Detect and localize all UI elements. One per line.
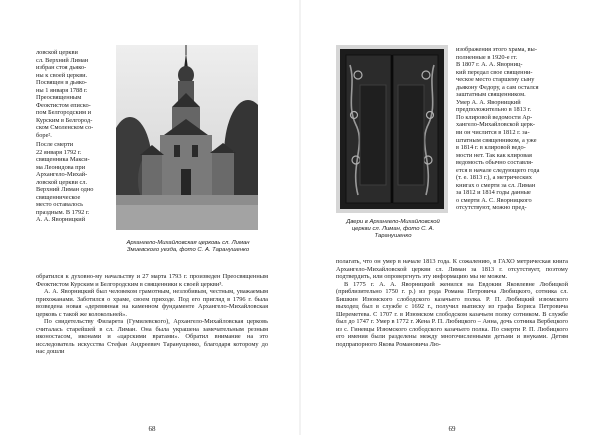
left-col2-line: место оставалось bbox=[36, 201, 84, 209]
left-col2-line: священника Макси- bbox=[36, 156, 90, 164]
right-col-line: ви он числится в 1812 г. за- bbox=[456, 129, 530, 137]
left-column-text bbox=[36, 49, 108, 140]
left-col2-line: 22 января 1792 г. bbox=[36, 148, 82, 156]
right-page-number: 69 bbox=[448, 425, 456, 433]
right-col-line: ведомость обычно составля- bbox=[456, 159, 534, 167]
left-col-line: Курским в Белгород- bbox=[36, 116, 93, 124]
right-col-line: изображения этого храма, вы- bbox=[456, 46, 537, 53]
left-col2-line: Верхний Лиман одно bbox=[36, 186, 94, 194]
right-col-line: В 1807 г. А. А. Яворниц- bbox=[456, 61, 523, 69]
left-col2-line: Архангело-Михай- bbox=[36, 171, 88, 179]
right-col-line: ется в начале следующего года bbox=[456, 166, 540, 174]
left-col2-line: праздным. В 1792 г. bbox=[36, 208, 90, 216]
left-column-text-2 bbox=[36, 141, 108, 224]
right-paragraph-1: полагать, что он умер в начале 1813 года. К сожалению, в ГАХО метрическая книга Архангело-Михайловской церкви сл. Лиман за 1813 г. отсутствует, поэтому подтвердить, или опровергнуть эту информацию мы не можем. bbox=[336, 258, 568, 281]
right-col-line: ческое место старшему сыну bbox=[456, 76, 535, 84]
left-col-line: Преосвященным bbox=[36, 94, 82, 102]
left-col2-line: А. А. Яворницкий bbox=[36, 216, 86, 224]
right-col-line: Умер А. А. Яворницкий bbox=[456, 98, 521, 106]
right-col-line: По клировой ведомости Ар- bbox=[456, 113, 533, 121]
right-page bbox=[300, 0, 600, 435]
left-paragraph-2: А. А. Яворницкий был человеком грамотным, незлобивым, честным, уважаемым прихожанами. Заботился о храме, своем приходе. Под его пригляд в 1796 г. была возведена новая «деревянная на каменном фундаменте Архангело-Михайловская церковь с такой же колокольней». bbox=[36, 288, 268, 318]
left-col2-line: священническое bbox=[36, 193, 81, 201]
right-col-line: дьякону Федору, а сам остался bbox=[456, 83, 539, 91]
left-col-line: пом Белгородским и bbox=[36, 109, 91, 117]
right-col-line: кий передал свое священни- bbox=[456, 68, 533, 76]
left-col2-line: ма Леонидова при bbox=[36, 163, 86, 171]
left-page-number: 68 bbox=[148, 425, 156, 433]
left-col-line: ны к своей церкви. bbox=[36, 71, 88, 79]
right-col-line: предположительно в 1813 г. bbox=[456, 106, 532, 114]
left-paragraph-1: обратился к духовно-му начальству и 27 марта 1793 г. произведен Преосвященным Феоктистом Курским и Белгородским в священники к своей церкви³. bbox=[36, 273, 268, 288]
right-col-line: за 1812 и 1814 годы данные bbox=[456, 189, 531, 197]
doors-photo bbox=[336, 45, 448, 213]
right-col-line: о смерти А. С. Яворницкого bbox=[456, 196, 532, 204]
left-col-line: Посвящен в дьяко- bbox=[36, 79, 87, 87]
left-col-line: ны 1 января 1788 г. bbox=[36, 86, 88, 94]
right-col-line: штатным священником, а уже bbox=[456, 136, 537, 144]
right-col-line: в 1814 г. в клировой ведо- bbox=[456, 144, 526, 152]
left-col-line: сл. Верхний Лиман bbox=[36, 56, 89, 64]
left-body-text bbox=[36, 273, 268, 356]
left-col-line: избран стоя дьяко- bbox=[36, 64, 87, 72]
church-photo bbox=[116, 45, 258, 230]
right-paragraph-2: В 1775 г. А. А. Яворницкий женился на Евдокии Яковлевне Любицкой (приблизительно 1750 г. р.) из рода Романа Петровича Любицкого, сотника сл. Бишкин Изюмского слободского казачьего полка. Р. П. Любицкий изюмского выходец был в службе с 1692 г., получил выписку из графа Бориса Петровича Шереметева. С 1707 г. в Изюмском слободском казачьем полку сотником. В службе был до 1747 г. Умер в 1772 г. Жена Р. П. Любицкого – Анна, дочь сотника Вербецкого из с. Гиневцы Изюмского слободского казачьего полка. По смерти Р. П. Любицкого его имения были разделены между многочисленными детьми и внуками. Детям подпрапорного Якова Романовича Лю- bbox=[336, 280, 568, 349]
right-col-line: (т. е. 1813 г.), а метрических bbox=[456, 174, 532, 182]
left-col-line: боре². bbox=[36, 132, 52, 140]
right-column-text bbox=[456, 46, 566, 212]
right-col-line: книгах о смерти за сл. Лиман bbox=[456, 181, 536, 189]
right-col-line: отсутствуют, можно пред- bbox=[456, 204, 527, 212]
right-col-line: заштатным священником. bbox=[456, 91, 526, 99]
right-body-text bbox=[336, 258, 568, 349]
left-col-line: ском Смоленском со- bbox=[36, 124, 94, 132]
left-paragraph-3: По свидетельству Филарета (Гумилевского), Архангело-Михайловская церковь считалась старейшей в сл. Лиман. Она была украшена замечательным резным иконостасом, иконами и «царскими вратами». Обратил внимание на это исследователь искусства Стефан Андреевич Таранущенко, благодаря которому до нас дошли bbox=[36, 318, 268, 356]
right-col-line: полненные в 1920-е гг. bbox=[456, 53, 518, 61]
right-col-line: мости нет. Так как клировая bbox=[456, 151, 532, 159]
right-col-line: хангело-Михайловской церк- bbox=[456, 121, 536, 129]
left-col2-line: ловской церкви сл. bbox=[36, 178, 88, 186]
left-col-line: ловской церкви bbox=[36, 49, 78, 56]
church-photo-caption: Архангело-Михайловская церковь сл. Лиман Змиевского уезда, фото С. А. Таранушенко bbox=[126, 240, 250, 253]
doors-photo-caption: Двери в Архангело-Михайловской церкви сл. Лиман, фото С. А. Таранушенко bbox=[346, 219, 440, 239]
left-col-line: Феоктистом еписко- bbox=[36, 101, 91, 109]
left-col2-line: После смерти bbox=[36, 141, 74, 148]
